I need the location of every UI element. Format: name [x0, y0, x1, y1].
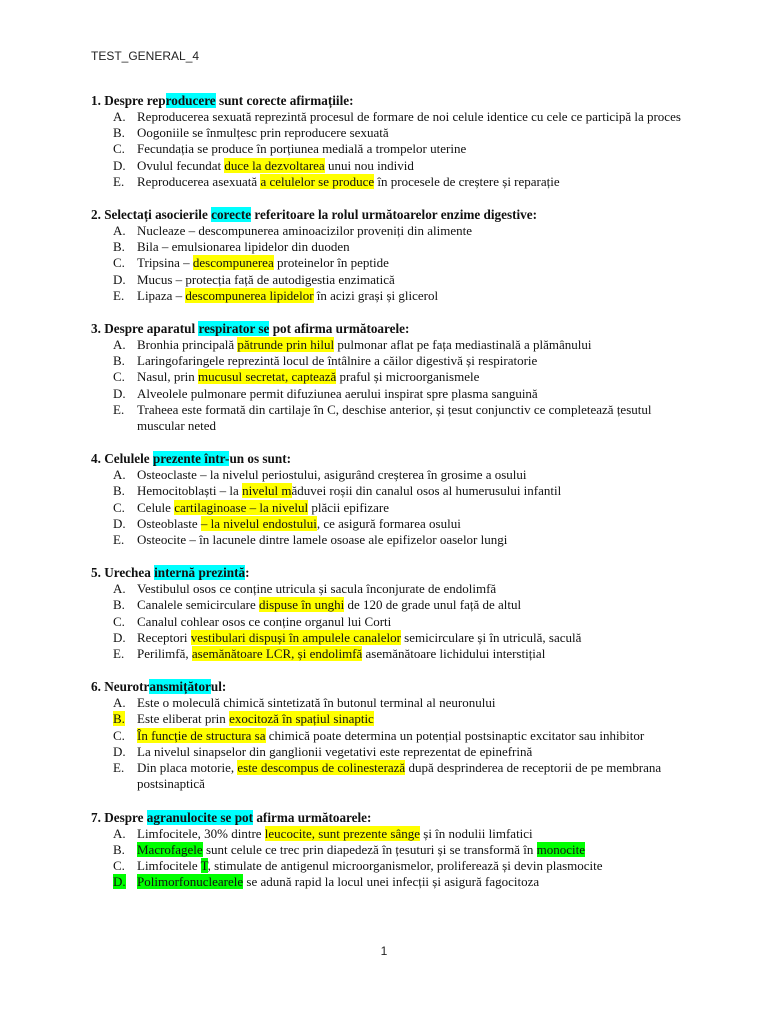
- option-letter: B.: [113, 841, 125, 857]
- option-letter: A.: [113, 337, 126, 353]
- option-text: [137, 386, 691, 402]
- option-text: [137, 646, 691, 662]
- text-run: Este o moleculă chimică sintetizată în butonul terminal al neuronului: [137, 695, 496, 711]
- answer-option-a: [91, 581, 691, 597]
- answer-option-e: [91, 174, 691, 190]
- question-1: [91, 93, 691, 190]
- option-text: [137, 630, 691, 646]
- answer-option-d: [91, 744, 691, 760]
- option-text: [137, 353, 691, 369]
- highlighted-text: duce la dezvoltarea: [224, 157, 325, 173]
- answer-option-d: [91, 630, 691, 646]
- highlighted-text: monocite: [536, 841, 585, 857]
- text-run: Vestibulul osos ce conține utricula și sacula înconjurate de endolimfă: [137, 581, 497, 597]
- text-run: 3. Despre aparatul: [91, 321, 199, 337]
- text-run: 2. Selectați asocierile: [91, 207, 212, 223]
- option-letter: C.: [113, 727, 125, 743]
- text-run: Reproducerea asexuată: [137, 173, 261, 189]
- highlighted-text: corecte: [211, 207, 252, 223]
- answer-option-e: [91, 288, 691, 304]
- option-letter: C.: [113, 499, 125, 515]
- text-run: 4. Celulele: [91, 451, 153, 467]
- highlighted-text: este descompus de colinesterază: [237, 760, 406, 776]
- option-text: [137, 239, 691, 255]
- highlighted-text: descompunerea lipidelor: [185, 287, 314, 303]
- text-run: Osteocite – în lacunele dintre lamele osoase ale epifizelor oaselor lungi: [137, 532, 508, 548]
- text-run: pulmonar aflat pe fața mediastinală a plămânului: [334, 337, 592, 353]
- text-run: , ce asigură formarea osului: [316, 515, 461, 531]
- option-letter: E.: [113, 173, 125, 189]
- answer-option-c: [91, 858, 691, 874]
- text-run: Limfocitele, 30% dintre: [137, 825, 265, 841]
- option-text: [137, 695, 691, 711]
- option-text: [137, 141, 691, 157]
- option-text: [137, 516, 691, 532]
- test-content: [91, 93, 691, 907]
- text-run: asemănătoare lichidului interstițial: [362, 646, 546, 662]
- option-letter: E.: [113, 646, 125, 662]
- text-run: 6. Neurotr: [91, 679, 150, 695]
- question-title: [91, 207, 691, 223]
- option-text: [137, 744, 691, 760]
- text-run: unui nou individ: [324, 157, 414, 173]
- option-text: [137, 337, 691, 353]
- option-text: [137, 581, 691, 597]
- answer-option-c: [91, 500, 691, 516]
- answer-option-e: [91, 760, 691, 792]
- highlighted-text: ansmițător: [149, 679, 211, 695]
- option-letter: A.: [113, 695, 126, 711]
- option-letter: B.: [113, 239, 125, 255]
- text-run: Din placa motorie,: [137, 760, 238, 776]
- option-text: [137, 483, 691, 499]
- text-run: chimică poate determina un potențial postsinaptic excitator sau inhibitor: [265, 727, 645, 743]
- answer-option-a: [91, 223, 691, 239]
- text-run: Mucus – protecția față de autodigestia enzimatică: [137, 271, 395, 287]
- option-text: [137, 272, 691, 288]
- option-letter: E.: [113, 287, 125, 303]
- answer-option-b: [91, 711, 691, 727]
- option-text: [137, 255, 691, 271]
- answer-option-d: [91, 874, 691, 890]
- text-run: de 120 de grade unul față de altul: [344, 597, 522, 613]
- option-text: [137, 858, 691, 874]
- option-letter: C.: [113, 369, 125, 385]
- highlighted-text: respirator se: [198, 321, 270, 337]
- option-letter: E.: [113, 532, 125, 548]
- answer-option-d: [91, 158, 691, 174]
- option-text: [137, 288, 691, 304]
- answer-option-b: [91, 597, 691, 613]
- question-title: [91, 679, 691, 695]
- highlighted-text: vestibulari dispuși în ampulele canalelor: [190, 629, 401, 645]
- text-run: proteinelor în peptide: [273, 255, 389, 271]
- question-3: [91, 321, 691, 434]
- option-text: [137, 402, 691, 434]
- option-letter: A.: [113, 825, 126, 841]
- text-run: ul:: [210, 679, 227, 695]
- text-run: Fecundația se produce în porțiunea medială a trompelor uterine: [137, 141, 467, 157]
- answer-option-c: [91, 614, 691, 630]
- option-letter: B.: [113, 483, 125, 499]
- option-text: [137, 500, 691, 516]
- highlighted-text: dispuse în unghi: [259, 597, 345, 613]
- highlighted-text: roducere: [165, 93, 216, 108]
- answer-option-e: [91, 532, 691, 548]
- option-letter: D.: [113, 743, 126, 759]
- answer-option-c: [91, 255, 691, 271]
- option-text: [137, 532, 691, 548]
- answer-option-b: [91, 483, 691, 499]
- option-letter: D.: [113, 629, 126, 645]
- option-letter: E.: [113, 401, 125, 417]
- option-letter: C.: [113, 255, 125, 271]
- option-letter: A.: [113, 109, 126, 124]
- answer-option-b: [91, 842, 691, 858]
- text-run: referitoare la rolul următoarelor enzime digestive:: [251, 207, 538, 223]
- text-run: :: [245, 565, 250, 581]
- text-run: sunt corecte afirmațiile:: [215, 93, 354, 108]
- answer-option-d: [91, 516, 691, 532]
- option-text: [137, 125, 691, 141]
- question-4: [91, 451, 691, 548]
- question-7: [91, 810, 691, 891]
- text-run: Osteoblaste: [137, 515, 201, 531]
- text-run: Oogoniile se înmulțesc prin reproducere sexuată: [137, 125, 389, 141]
- question-title: [91, 321, 691, 337]
- text-run: Nucleaze – descompunerea aminoacizilor proveniți din alimente: [137, 223, 472, 239]
- option-letter: B.: [113, 353, 125, 369]
- answer-option-c: [91, 141, 691, 157]
- option-letter: C.: [113, 141, 125, 157]
- option-text: [137, 158, 691, 174]
- question-5: [91, 565, 691, 662]
- highlighted-text: În funcție de structura sa: [137, 727, 266, 743]
- text-run: Ovulul fecundat: [137, 157, 225, 173]
- option-text: [137, 728, 691, 744]
- option-letter: A.: [113, 581, 126, 597]
- answer-option-a: [91, 467, 691, 483]
- text-run: în acizi grași și glicerol: [313, 287, 439, 303]
- highlighted-text: a celulelor se produce: [260, 173, 375, 189]
- highlighted-text: pătrunde prin hilul: [237, 337, 335, 353]
- text-run: ăduvei roșii din canalul osos al humerusului infantil: [291, 483, 562, 499]
- answer-option-b: [91, 239, 691, 255]
- option-letter: E.: [113, 760, 125, 776]
- answer-option-b: [91, 125, 691, 141]
- highlighted-text: exocitoză în spațiul sinaptic: [229, 711, 374, 727]
- text-run: Limfocitele: [137, 857, 201, 873]
- text-run: pot afirma următoarele:: [269, 321, 410, 337]
- text-run: Alveolele pulmonare permit difuziunea aerului inspirat spre plasma sanguină: [137, 385, 538, 401]
- text-run: în procesele de creștere și reparație: [374, 173, 560, 189]
- answer-option-a: [91, 695, 691, 711]
- text-run: praful și microorganismele: [336, 369, 480, 385]
- highlighted-text: Polimorfonuclearele: [137, 874, 244, 890]
- text-run: 7. Despre: [91, 809, 147, 825]
- question-title: [91, 451, 691, 467]
- text-run: plăcii epifizare: [308, 499, 389, 515]
- text-run: Traheea este formată din cartilaje în C, deschise anterior, și țesut conjunctiv ce completează țesutul muscular neted: [137, 401, 652, 434]
- option-text: [137, 467, 691, 483]
- option-text: [137, 760, 691, 792]
- text-run: semicirculare și în utriculă, saculă: [400, 629, 582, 645]
- text-run: Este eliberat prin: [137, 711, 230, 727]
- text-run: Celule: [137, 499, 175, 515]
- page-number: 1: [380, 944, 388, 958]
- text-run: Laringofaringele reprezintă locul de întâlnire a căilor digestivă și respiratorie: [137, 353, 538, 369]
- option-text: [137, 614, 691, 630]
- answer-option-a: [91, 109, 691, 125]
- text-run: Reproducerea sexuată reprezintă procesul de formare de noi celule identice cu cele ce participă la proces: [137, 109, 681, 124]
- text-run: 5. Urechea: [91, 565, 155, 581]
- question-title: [91, 93, 691, 109]
- option-letter: C.: [113, 613, 125, 629]
- answer-option-e: [91, 646, 691, 662]
- answer-option-b: [91, 353, 691, 369]
- text-run: Canalul cohlear osos ce conține organul lui Corti: [137, 613, 392, 629]
- highlighted-text: prezente într-: [152, 451, 230, 467]
- text-run: afirma următoarele:: [253, 809, 372, 825]
- highlighted-text: T: [200, 857, 208, 873]
- text-run: Bronhia principală: [137, 337, 238, 353]
- answer-option-c: [91, 728, 691, 744]
- option-text: [137, 369, 691, 385]
- highlighted-text: descompunerea: [192, 255, 274, 271]
- text-run: și în nodulii limfatici: [420, 825, 533, 841]
- text-run: Hemocitoblaști – la: [137, 483, 243, 499]
- highlighted-text: cartilaginoase – la nivelul: [174, 499, 309, 515]
- option-letter: A.: [113, 467, 126, 483]
- option-text: [137, 826, 691, 842]
- answer-option-a: [91, 337, 691, 353]
- text-run: Receptori: [137, 629, 191, 645]
- highlighted-text: internă prezintă: [154, 565, 246, 581]
- text-run: Lipaza –: [137, 287, 186, 303]
- page-header: TEST_GENERAL_4: [91, 49, 200, 63]
- highlighted-text: nivelul m: [242, 483, 292, 499]
- option-text: [137, 874, 691, 890]
- option-text: [137, 174, 691, 190]
- text-run: Canalele semicirculare: [137, 597, 259, 613]
- option-letter: D.: [113, 515, 126, 531]
- highlighted-text: mucusul secretat, captează: [198, 369, 337, 385]
- text-run: Bila – emulsionarea lipidelor din duoden: [137, 239, 350, 255]
- option-text: [137, 223, 691, 239]
- question-6: [91, 679, 691, 792]
- option-letter: D.: [113, 271, 126, 287]
- text-run: se adună rapid la locul unei infecții și asigură fagocitoza: [243, 874, 540, 890]
- option-text: [137, 109, 691, 125]
- question-title: [91, 810, 691, 826]
- text-run: Tripsina –: [137, 255, 193, 271]
- text-run: Perilimfă,: [137, 646, 192, 662]
- text-run: Osteoclaste – la nivelul periostului, asigurând creșterea în grosime a osului: [137, 467, 527, 483]
- option-letter: A.: [113, 223, 126, 239]
- highlighted-text: agranulocite se pot: [146, 809, 254, 825]
- option-text: [137, 597, 691, 613]
- highlighted-text: leucocite, sunt prezente sânge: [264, 825, 421, 841]
- text-run: La nivelul sinapselor din ganglionii vegetativi este reprezentat de epinefrină: [137, 743, 533, 759]
- option-text: [137, 842, 691, 858]
- text-run: un os sunt:: [229, 451, 292, 467]
- answer-option-d: [91, 386, 691, 402]
- option-letter: B.: [113, 597, 125, 613]
- option-letter: B.: [113, 711, 125, 727]
- option-letter: D.: [113, 385, 126, 401]
- text-run: după desprinderea de receptorii de pe membrana postsinaptică: [137, 760, 662, 792]
- answer-option-d: [91, 272, 691, 288]
- option-text: [137, 711, 691, 727]
- answer-option-e: [91, 402, 691, 434]
- text-run: 1. Despre rep: [91, 93, 166, 108]
- answer-option-a: [91, 826, 691, 842]
- option-letter: B.: [113, 125, 125, 141]
- option-letter: D.: [113, 157, 126, 173]
- highlighted-text: asemănătoare LCR, și endolimfă: [191, 646, 363, 662]
- text-run: sunt celule ce trec prin diapedeză în țesuturi și se transformă în: [202, 841, 537, 857]
- text-run: , stimulate de antigenul microorganismelor, proliferează și devin plasmocite: [207, 857, 603, 873]
- option-letter: D.: [113, 874, 126, 890]
- option-letter: C.: [113, 857, 125, 873]
- text-run: Nasul, prin: [137, 369, 199, 385]
- answer-option-c: [91, 369, 691, 385]
- question-title: [91, 565, 691, 581]
- highlighted-text: Macrofagele: [137, 841, 203, 857]
- highlighted-text: – la nivelul endostului: [200, 515, 317, 531]
- question-2: [91, 207, 691, 304]
